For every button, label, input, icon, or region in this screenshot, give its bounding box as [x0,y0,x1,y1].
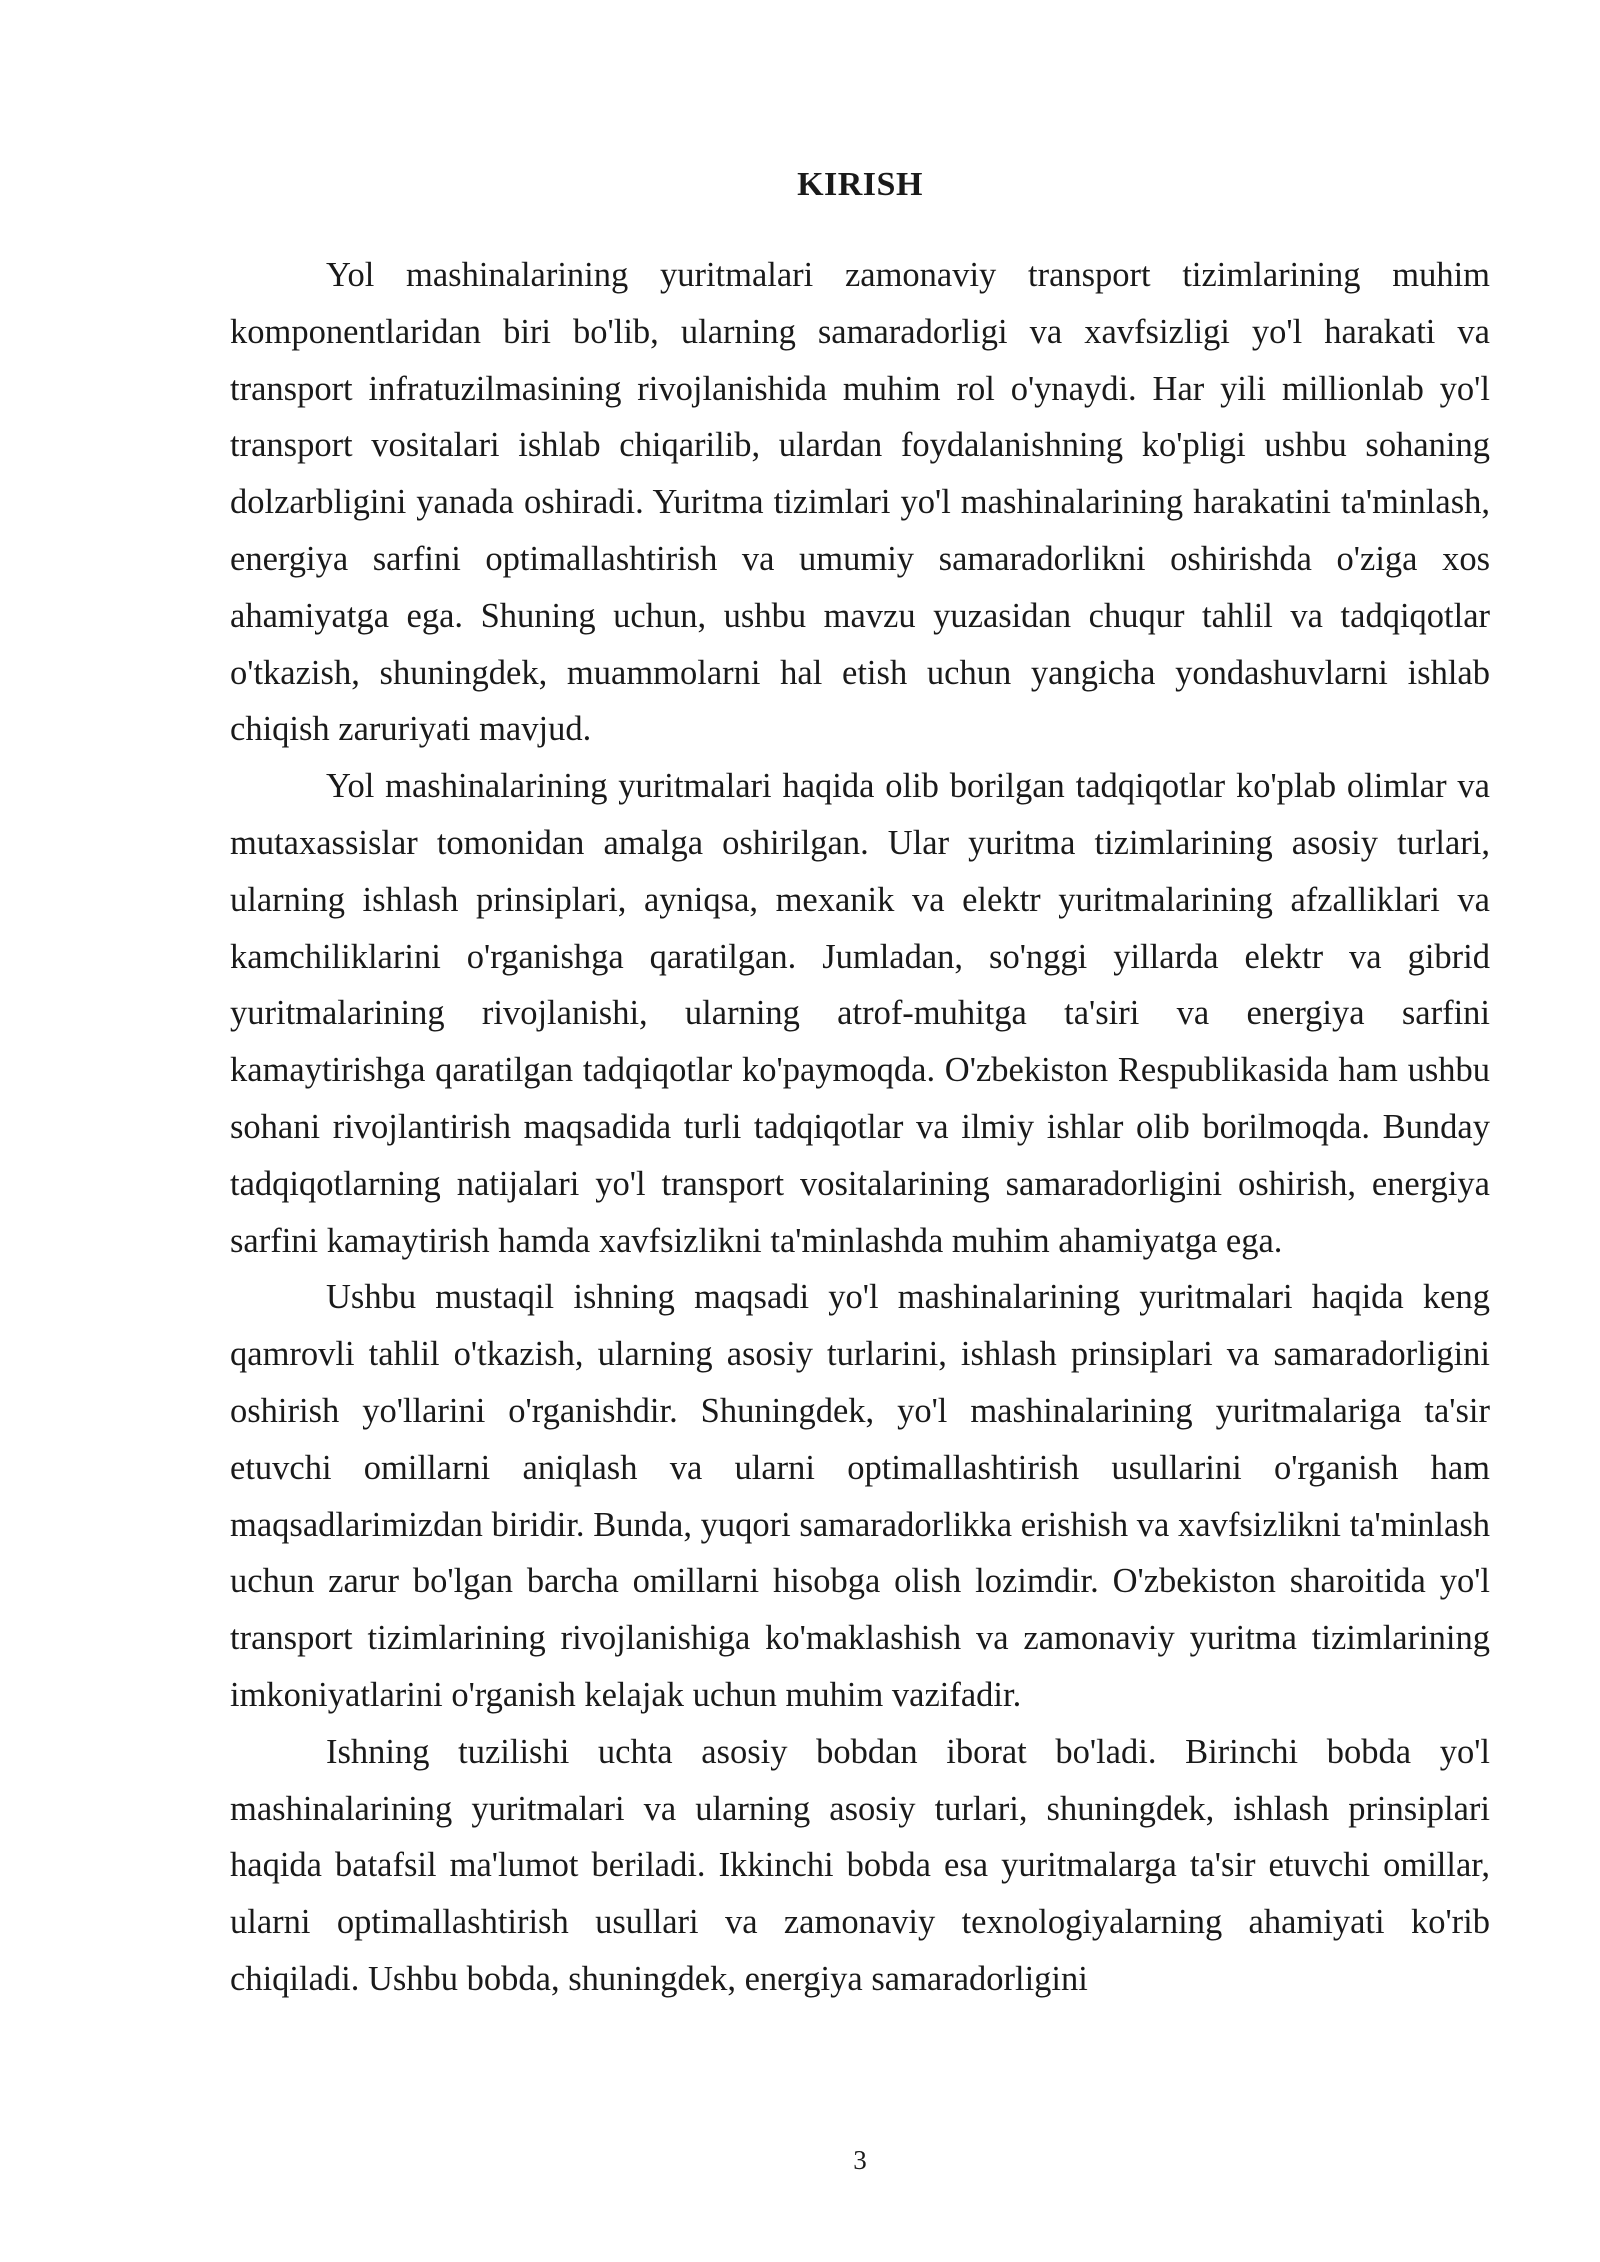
paragraph-3: Ushbu mustaqil ishning maqsadi yo'l mashinalarining yuritmalari haqida keng qamrovli tahlil o'tkazish, ularning asosiy turlarini, ishlash prinsiplari va samaradorligini oshirish yo'llarini o'rganishdir. Shuningdek, yo'l mashinalarining yuritmalariga ta'sir etuvchi omillarni aniqlash va ularni optimallashtirish usullarini o'rganish ham maqsadlarimizdan biridir. Bunda, yuqori samaradorlikka erishish va xavfsizlikni ta'minlash uchun zarur bo'lgan barcha omillarni hisobga olish lozimdir. O'zbekiston sharoitida yo'l transport tizimlarining rivojlanishiga ko'maklashish va zamonaviy yuritma tizimlarining imkoniyatlarini o'rganish kelajak uchun muhim vazifadir. [230,1278,1490,1714]
paragraph-2: Yol mashinalarining yuritmalari haqida olib borilgan tadqiqotlar ko'plab olimlar va mutaxassislar tomonidan amalga oshirilgan. Ular yuritma tizimlarining asosiy turlari, ularning ishlash prinsiplari, ayniqsa, mexanik va elektr yuritmalarining afzalliklari va kamchiliklarini o'rganishga qaratilgan. Jumladan, so'nggi yillarda elektr va gibrid yuritmalarining rivojlanishi, ularning atrof-muhitga ta'siri va energiya sarfini kamaytirishga qaratilgan tadqiqotlar ko'paymoqda. O'zbekiston Respublikasida ham ushbu sohani rivojlantirish maqsadida turli tadqiqotlar va ilmiy ishlar olib borilmoqda. Bunday tadqiqotlarning natijalari yo'l transport vositalarining samaradorligini oshirish, energiya sarfini kamaytirish hamda xavfsizlikni ta'minlashda muhim ahamiyatga ega. [230,767,1490,1260]
paragraph-4: Ishning tuzilishi uchta asosiy bobdan iborat bo'ladi. Birinchi bobda yo'l mashinalarining yuritmalari va ularning asosiy turlari, shuningdek, ishlash prinsiplari haqida batafsil ma'lumot beriladi. Ikkinchi bobda esa yuritmalarga ta'sir etuvchi omillar, ularni optimallashtirish usullari va zamonaviy texnologiyalarning ahamiyati ko'rib chiqiladi. Ushbu bobda, shuningdek, energiya samaradorligini [230,1732,1490,1998]
body-text [230,247,1490,2008]
section-title: KIRISH [797,166,923,203]
paragraph-1: Yol mashinalarining yuritmalari zamonaviy transport tizimlarining muhim komponentlaridan biri bo'lib, ularning samaradorligi va xavfsizligi yo'l harakati va transport infratuzilmasining rivojlanishida muhim rol o'ynaydi. Har yili millionlab yo'l transport vositalari ishlab chiqarilib, ulardan foydalanishning ko'pligi ushbu sohaning dolzarbligini yanada oshiradi. Yuritma tizimlari yo'l mashinalarining harakatini ta'minlash, energiya sarfini optimallashtirish va umumiy samaradorlikni oshirishda o'ziga xos ahamiyatga ega. Shuning uchun, ushbu mavzu yuzasidan chuqur tahlil va tadqiqotlar o'tkazish, shuningdek, muammolarni hal etish uchun yangicha yondashuvlarni ishlab chiqish zaruriyati mavjud. [230,256,1490,749]
page-number: 3 [853,2145,867,2175]
